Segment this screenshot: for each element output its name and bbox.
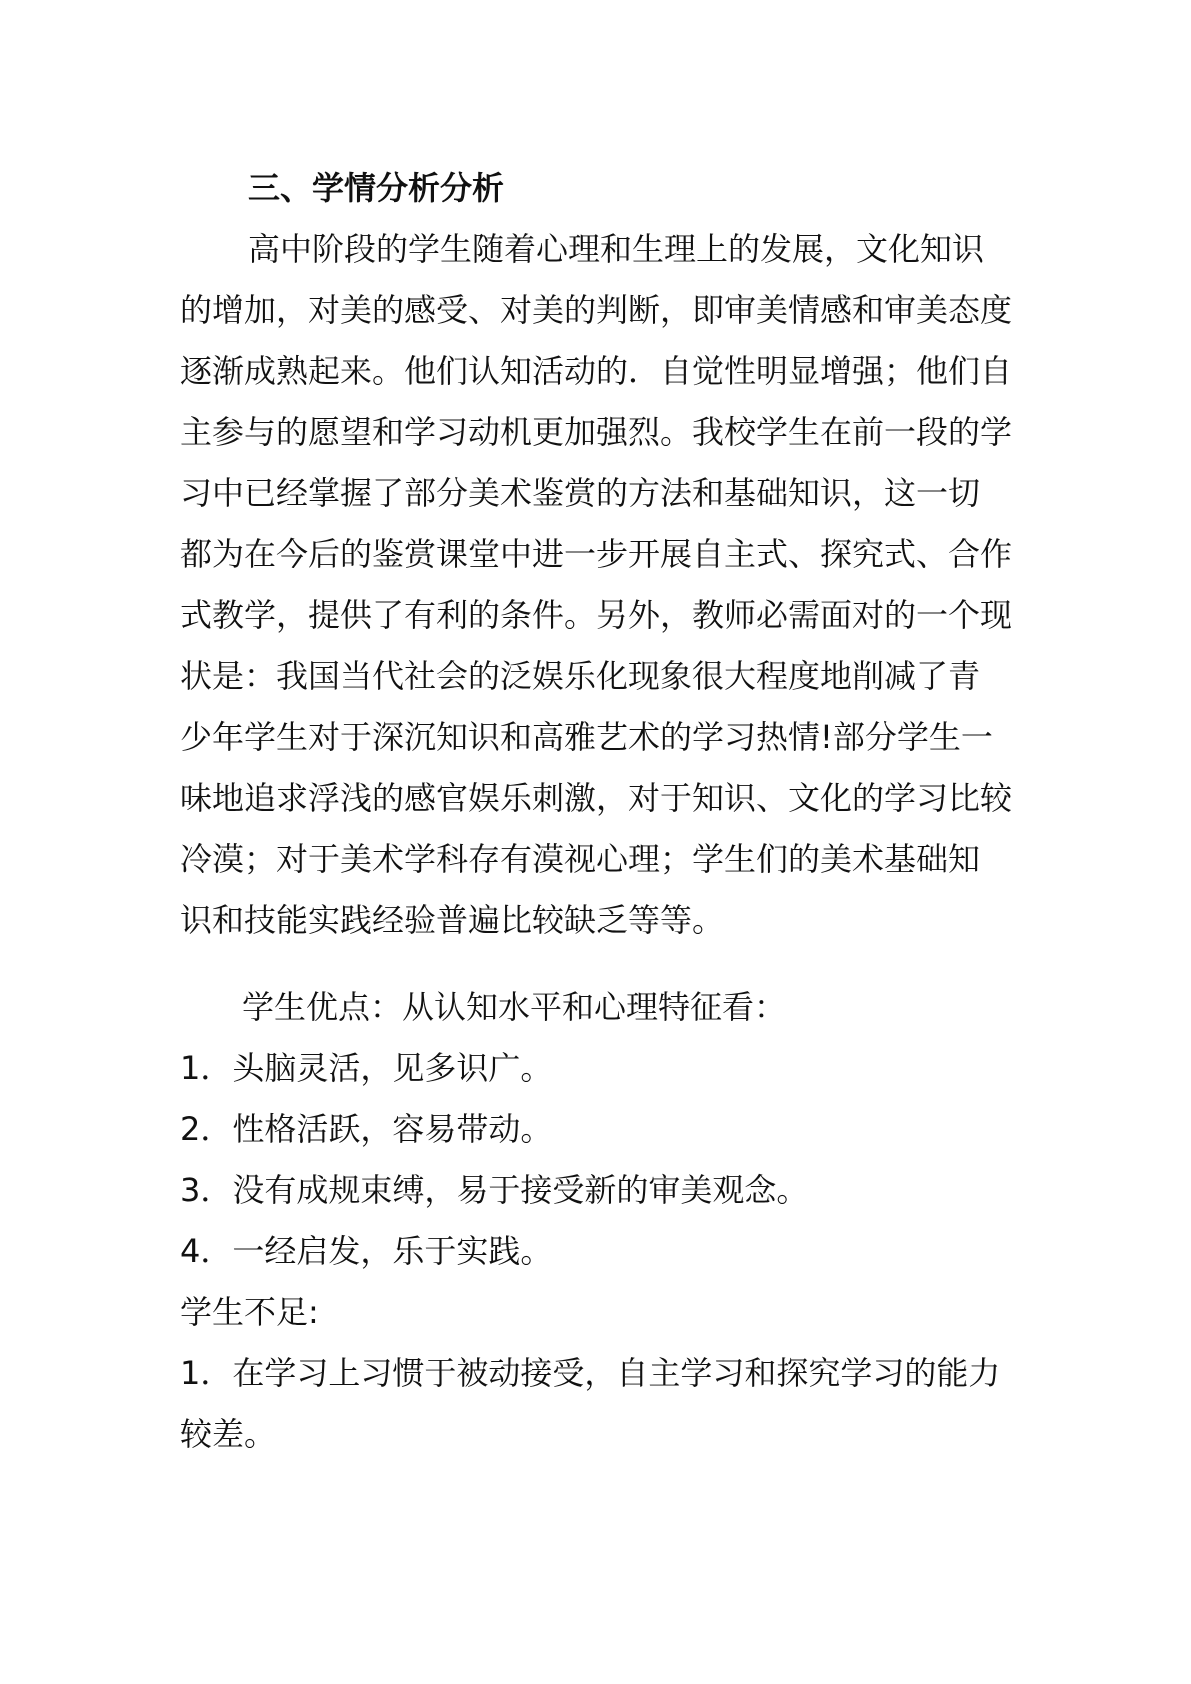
paragraph-line: 都为在今后的鉴赏课堂中进一步开展自主式、探究式、合作 (180, 535, 1013, 573)
paragraph-line: 识和技能实践经验普遍比较缺乏等等。 (180, 901, 725, 939)
paragraph-line: 状是：我国当代社会的泛娱乐化现象很大程度地削减了青 (180, 657, 981, 695)
list-item: 1．在学习上习惯于被动接受，自主学习和探究学习的能力 (180, 1354, 1001, 1392)
paragraph-line: 少年学生对于深沉知识和高雅艺术的学习热情!部分学生一 (180, 718, 993, 756)
section-heading: 三、学情分析分析 (248, 169, 505, 207)
paragraph-line: 主参与的愿望和学习动机更加强烈。我校学生在前一段的学 (180, 413, 1013, 451)
weaknesses-title: 学生不足: (180, 1293, 319, 1331)
strengths-intro: 学生优点：从认知水平和心理特征看： (242, 988, 787, 1026)
paragraph-line: 味地追求浮浅的感官娱乐刺激，对于知识、文化的学习比较 (180, 779, 1013, 817)
list-item: 4．一经启发，乐于实践。 (180, 1232, 553, 1270)
paragraph-line: 逐渐成熟起来。他们认知活动的．自觉性明显增强；他们自 (180, 352, 1013, 390)
paragraph-line: 冷漠；对于美术学科存有漠视心理；学生们的美术基础知 (180, 840, 981, 878)
list-item-continuation: 较差。 (180, 1415, 277, 1453)
list-item: 2．性格活跃，容易带动。 (180, 1110, 553, 1148)
paragraph-line: 高中阶段的学生随着心理和生理上的发展，文化知识 (248, 230, 985, 268)
paragraph-line: 习中已经掌握了部分美术鉴赏的方法和基础知识，这一切 (180, 474, 981, 512)
list-item: 1．头脑灵活，见多识广。 (180, 1049, 553, 1087)
paragraph-line: 的增加，对美的感受、对美的判断，即审美情感和审美态度 (180, 291, 1013, 329)
list-item: 3．没有成规束缚，易于接受新的审美观念。 (180, 1171, 809, 1209)
paragraph-line: 式教学，提供了有利的条件。另外，教师必需面对的一个现 (180, 596, 1013, 634)
